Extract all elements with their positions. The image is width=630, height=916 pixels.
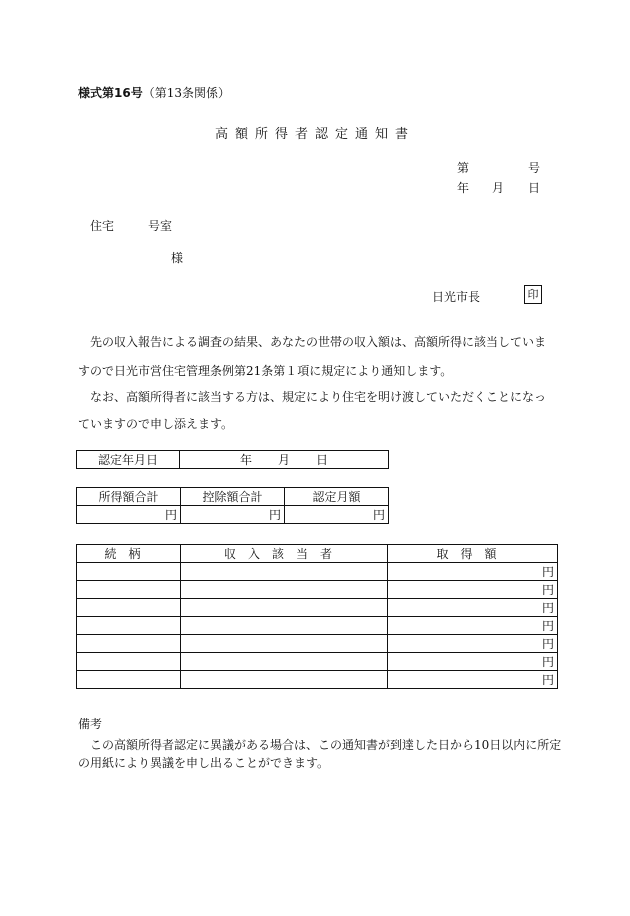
- income-earner-cell: [181, 563, 388, 581]
- notes-line1: この高額所得者認定に異議がある場合は、この通知書が到達した日から10日以内に所定: [90, 738, 562, 752]
- income-earner-cell: [181, 671, 388, 689]
- table-row: [77, 599, 558, 617]
- recipient-address-prefix: 住宅: [90, 219, 115, 233]
- header-certified-monthly: 認定月額: [285, 488, 389, 506]
- income-earner-cell: [181, 653, 388, 671]
- income-earner-cell: [181, 581, 388, 599]
- certified-monthly-cell: 円: [285, 506, 389, 524]
- acquired-amount-cell: 円: [388, 671, 558, 689]
- ref-month: 月: [492, 181, 505, 195]
- relationship-cell: [77, 563, 181, 581]
- ref-year: 年: [457, 181, 470, 195]
- ref-number-prefix: 第: [457, 161, 470, 175]
- ref-day: 日: [528, 181, 541, 195]
- notes-line2: の用紙により異議を申し出ることができます。: [78, 756, 330, 770]
- issuer-title: 日光市長: [432, 290, 481, 304]
- income-earner-cell: [181, 617, 388, 635]
- relationship-cell: [77, 635, 181, 653]
- seal-box: 印: [524, 285, 542, 304]
- header-acquired-amount: 取得額: [388, 545, 558, 563]
- acquired-amount-cell: 円: [388, 635, 558, 653]
- header-relationship: 続柄: [77, 545, 181, 563]
- seal-mark: [524, 285, 542, 304]
- document-title: 高額所得者認定通知書: [214, 127, 415, 142]
- table-row: [77, 617, 558, 635]
- table-row: [77, 581, 558, 599]
- cert-date-table: [76, 450, 389, 469]
- cert-date-year: 年: [239, 453, 252, 467]
- body-paragraph1-line1: 先の収入報告による調査の結果、あなたの世帯の収入額は、高額所得に該当していま: [90, 335, 547, 349]
- cert-date-row: [77, 451, 389, 469]
- cert-date-month: 月: [277, 453, 290, 467]
- body-paragraph2-line2: ていますので申し添えます。: [78, 417, 234, 431]
- acquired-amount-cell: 円: [388, 581, 558, 599]
- acquired-amount-cell: 円: [388, 599, 558, 617]
- income-earner-cell: [181, 635, 388, 653]
- amounts-value-row: [77, 506, 389, 524]
- members-table: [76, 544, 558, 689]
- relationship-cell: [77, 653, 181, 671]
- relationship-cell: [77, 617, 181, 635]
- body-paragraph1-line2: すので日光市営住宅管理条例第21条第１項に規定により通知します。: [78, 364, 453, 378]
- relationship-cell: [77, 599, 181, 617]
- header-income-total: 所得額合計: [77, 488, 181, 506]
- relationship-cell: [77, 671, 181, 689]
- members-header-row: [77, 545, 558, 563]
- cert-date-label: 認定年月日: [77, 451, 180, 469]
- recipient-honorific: 様: [171, 251, 184, 265]
- table-row: [77, 563, 558, 581]
- body-paragraph2-line1: なお、高額所得者に該当する方は、規定により住宅を明け渡していただくことになっ: [90, 390, 547, 404]
- form-number-main: 様式第16号: [78, 86, 143, 100]
- acquired-amount-cell: 円: [388, 617, 558, 635]
- acquired-amount-cell: 円: [388, 563, 558, 581]
- notes-heading: 備考: [78, 717, 103, 731]
- deduction-total-cell: 円: [181, 506, 285, 524]
- form-number-sub: （第13条関係）: [142, 86, 230, 100]
- form-number: [78, 84, 230, 101]
- relationship-cell: [77, 581, 181, 599]
- amounts-table: [76, 487, 389, 524]
- table-row: [77, 635, 558, 653]
- cert-date-value: [180, 451, 389, 469]
- income-total-cell: 円: [77, 506, 181, 524]
- income-earner-cell: [181, 599, 388, 617]
- acquired-amount-cell: 円: [388, 653, 558, 671]
- header-deduction-total: 控除額合計: [181, 488, 285, 506]
- ref-number-suffix: 号: [528, 161, 541, 175]
- header-income-earner: 収入該当者: [181, 545, 388, 563]
- table-row: [77, 671, 558, 689]
- amounts-header-row: [77, 488, 389, 506]
- table-row: [77, 653, 558, 671]
- recipient-room: 号室: [148, 219, 173, 233]
- cert-date-day: 日: [316, 453, 329, 467]
